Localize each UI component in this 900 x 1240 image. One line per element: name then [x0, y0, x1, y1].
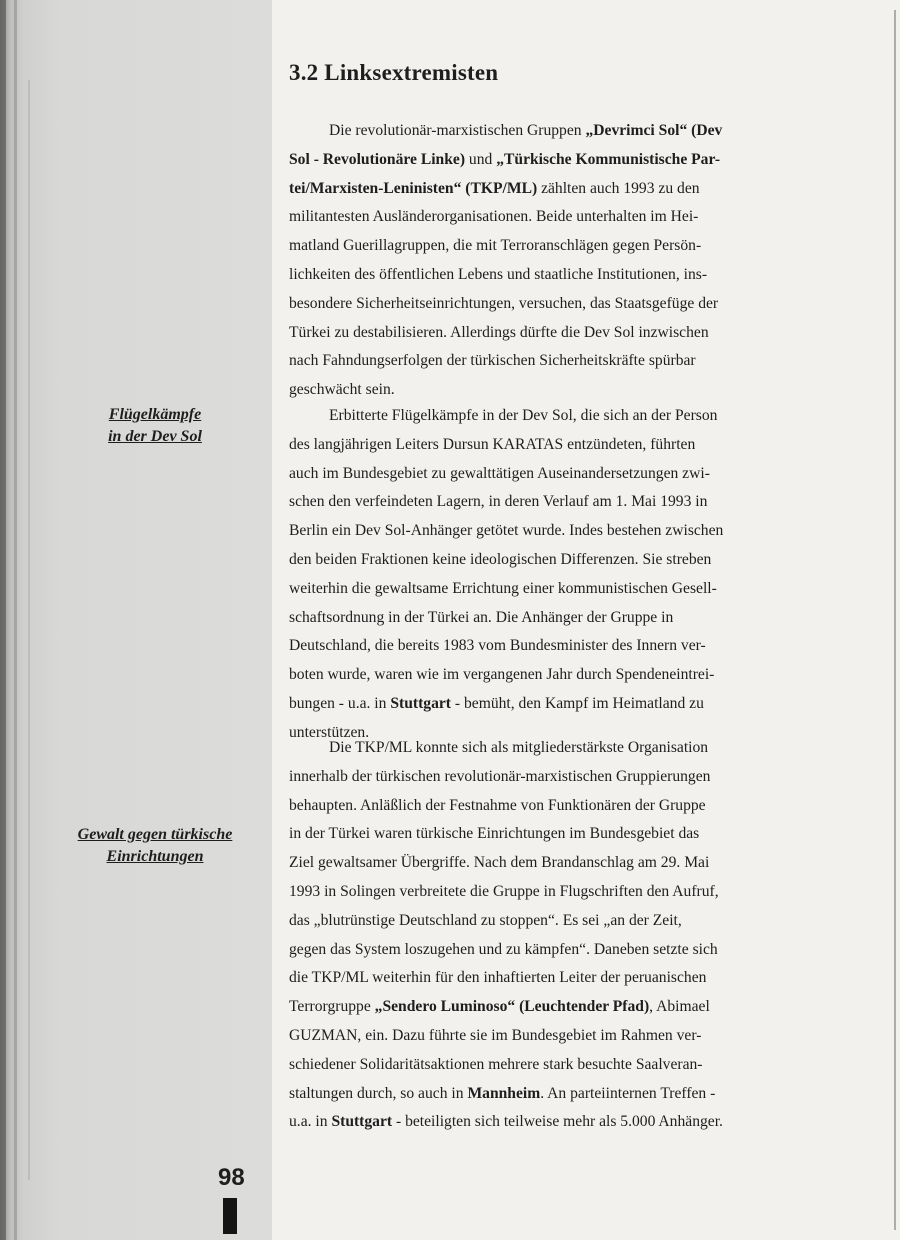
text-line — [289, 1051, 811, 1080]
text-run: Deutschland, die bereits 1983 vom Bundesminister des Innern ver- — [289, 637, 706, 655]
bold-text-run: tei/Marxisten-Leninisten“ (TKP/ML) — [289, 179, 538, 197]
text-line — [289, 907, 811, 936]
text-line — [289, 261, 811, 290]
text-line — [289, 460, 811, 489]
margin-note-line: in der Dev Sol — [108, 428, 202, 445]
text-run: schaftsordnung in der Türkei an. Die Anhänger der Gruppe in — [289, 608, 674, 626]
text-line — [289, 175, 811, 204]
text-run: Terrorgruppe — [289, 998, 375, 1016]
bold-text-run: Mannheim — [467, 1084, 541, 1102]
scan-line — [28, 80, 30, 1180]
text-run: zählten auch 1993 zu den — [537, 179, 700, 197]
text-run: besondere Sicherheitseinrichtungen, versuchen, das Staatsgefüge der — [289, 294, 719, 312]
text-line — [289, 993, 811, 1022]
text-line — [289, 402, 811, 431]
text-line — [289, 1108, 811, 1137]
text-line — [289, 203, 811, 232]
text-run: Erbitterte Flügelkämpfe in der Dev Sol, die sich an der Person — [329, 407, 718, 424]
text-line — [289, 347, 811, 376]
text-line — [289, 632, 811, 661]
text-run: matland Guerillagruppen, die mit Terroranschlägen gegen Persön- — [289, 237, 702, 255]
text-run: . An parteiinternen Treffen - — [540, 1084, 716, 1102]
text-line — [289, 517, 811, 546]
bold-text-run: „Devrimci Sol“ (Dev — [585, 122, 723, 139]
text-run: staltungen durch, so auch in — [289, 1084, 468, 1102]
text-run: den beiden Fraktionen keine ideologischen Differenzen. Sie streben — [289, 550, 712, 568]
scanned-margin-band — [0, 0, 272, 1240]
text-run: innerhalb der türkischen revolutionär-marxistischen Gruppierungen — [289, 767, 711, 785]
text-line — [289, 964, 811, 993]
text-run: 1993 in Solingen verbreitete die Gruppe in Flugschriften den Aufruf, — [289, 882, 719, 900]
text-line — [289, 431, 811, 460]
text-run: GUZMAN, ein. Dazu führte sie im Bundesgebiet im Rahmen ver- — [289, 1026, 702, 1044]
text-line — [289, 146, 811, 175]
bold-text-run: „Türkische Kommunistische Par- — [496, 150, 721, 168]
margin-note-line: Gewalt gegen türkische — [77, 826, 233, 843]
text-run: bungen - u.a. in — [289, 694, 391, 712]
text-run: behaupten. Anläßlich der Festnahme von Funktionären der Gruppe — [289, 796, 706, 814]
text-run: Die revolutionär-marxistischen Gruppen — [329, 122, 586, 139]
text-run: Die TKP/ML konnte sich als mitgliederstärkste Organisation — [329, 739, 709, 756]
text-run: auch im Bundesgebiet zu gewalttätigen Auseinandersetzungen zwi- — [289, 464, 710, 482]
paragraph-1 — [289, 117, 811, 405]
text-run: u.a. in — [289, 1113, 332, 1131]
text-line — [289, 763, 811, 792]
text-run: Berlin ein Dev Sol-Anhänger getötet wurde. Indes bestehen zwischen — [289, 522, 724, 540]
section-heading: 3.2 Linksextremisten — [289, 60, 499, 85]
text-line — [289, 488, 811, 517]
text-run: des langjährigen Leiters Dursun KARATAS entzündeten, führten — [289, 435, 696, 453]
text-line — [289, 546, 811, 575]
text-run: boten wurde, waren wie im vergangenen Jahr durch Spendeneintrei- — [289, 666, 715, 684]
page-number: 98 — [218, 1164, 245, 1191]
text-line — [289, 376, 811, 405]
text-run: schiedener Solidaritätsaktionen mehrere stark besuchte Saalveran- — [289, 1055, 703, 1073]
text-line — [289, 319, 811, 348]
text-run: das „blutrünstige Deutschland zu stoppen“. Es sei „an der Zeit, — [289, 911, 682, 929]
text-run: militantesten Ausländerorganisationen. Beide unterhalten im Hei- — [289, 208, 699, 226]
text-run: , Abimael — [649, 998, 710, 1016]
text-line — [289, 661, 811, 690]
text-line — [289, 232, 811, 261]
text-line — [289, 734, 811, 763]
bold-text-run: „Sendero Luminoso“ (Leuchtender Pfad) — [374, 998, 650, 1016]
text-run: - beteiligten sich teilweise mehr als 5.000 Anhänger. — [392, 1113, 723, 1131]
text-line — [289, 1080, 811, 1109]
page-marker-bar — [223, 1198, 237, 1234]
margin-note-line: Flügelkämpfe — [108, 406, 202, 423]
text-run: unterstützen. — [289, 723, 370, 741]
text-run: - bemüht, den Kampf im Heimatland zu — [450, 694, 704, 712]
margin-note-gewalt — [40, 824, 270, 868]
bold-text-run: Sol - Revolutionäre Linke) — [289, 150, 466, 168]
text-line — [289, 878, 811, 907]
margin-note-line: Einrichtungen — [106, 848, 204, 865]
text-line — [289, 117, 811, 146]
text-line — [289, 792, 811, 821]
text-run: Türkei zu destabilisieren. Allerdings dürfte die Dev Sol inzwischen — [289, 323, 709, 341]
text-run: lichkeiten des öffentlichen Lebens und staatliche Institutionen, ins- — [289, 265, 708, 283]
text-line — [289, 575, 811, 604]
text-line — [289, 849, 811, 878]
page-right-edge — [894, 10, 896, 1230]
text-run: gegen das System loszugehen und zu kämpfen“. Daneben setzte sich — [289, 940, 718, 958]
bold-text-run: Stuttgart — [331, 1113, 393, 1131]
text-line — [289, 604, 811, 633]
text-line — [289, 290, 811, 319]
text-run: und — [465, 150, 497, 168]
margin-note-fluegelkaempfe — [40, 404, 270, 448]
scan-shadow-edge — [0, 0, 6, 1240]
text-run: nach Fahndungserfolgen der türkischen Sicherheitskräfte spürbar — [289, 352, 696, 370]
text-line — [289, 1022, 811, 1051]
text-line — [289, 690, 811, 719]
paragraph-2 — [289, 402, 811, 748]
bold-text-run: Stuttgart — [390, 694, 451, 712]
text-run: schen den verfeindeten Lagern, in deren Verlauf am 1. Mai 1993 in — [289, 493, 708, 511]
text-run: Ziel gewaltsamer Übergriffe. Nach dem Brandanschlag am 29. Mai — [289, 854, 710, 872]
text-run: weiterhin die gewaltsame Errichtung einer kommunistischen Gesell- — [289, 579, 717, 597]
text-line — [289, 820, 811, 849]
text-line — [289, 936, 811, 965]
text-run: in der Türkei waren türkische Einrichtungen im Bundesgebiet das — [289, 825, 700, 843]
text-run: geschwächt sein. — [289, 381, 395, 399]
scan-line — [14, 0, 17, 1240]
text-run: die TKP/ML weiterhin für den inhaftierten Leiter der peruanischen — [289, 969, 707, 987]
paragraph-3 — [289, 734, 811, 1137]
